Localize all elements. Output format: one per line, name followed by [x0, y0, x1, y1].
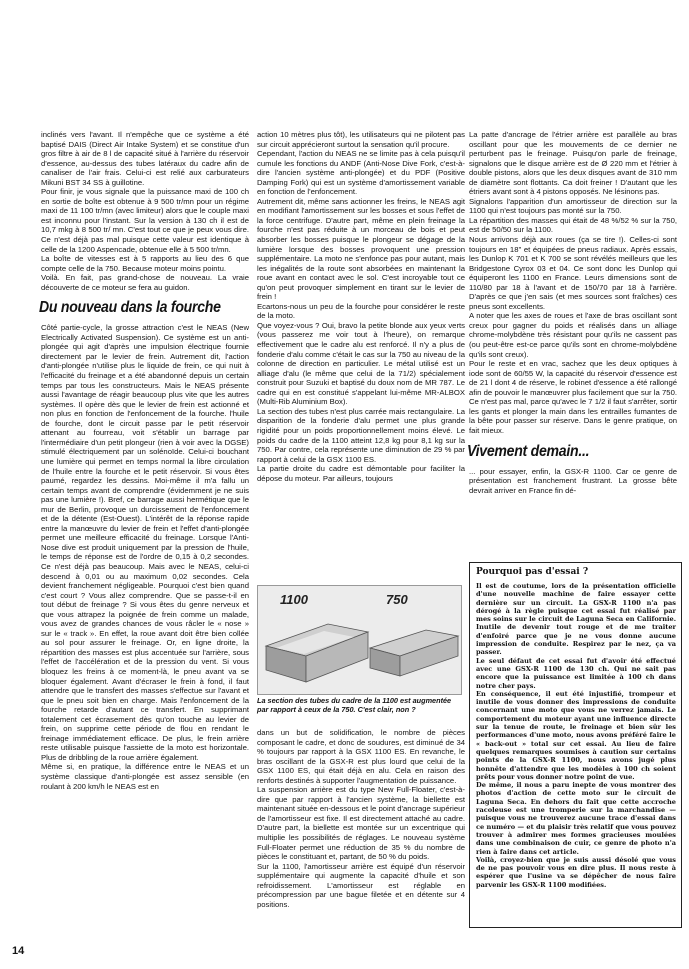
box-paragraph: En conséquence, il eut été injustifié, trompeur et inutile de vous donner des impressions de conduite concernant une moto que vous ne verrez jamais. Le comportement du moteur ayant une influence directe sur la tenue de route, le freinage et bien sûr les performances d'une moto, nous avons préféré faire le « back-out » total sur cet essai. Au lieu de faire quelques remarques soumises à caution sur certains points de la GSX-R 1100, nous avons jugé plus honnête d'attendre que les modèles à 100 ch soient prêts pour vous donner notre point de vue. [476, 689, 676, 781]
paragraph: Cependant, l'action du NEAS ne se limite pas à cela puisqu'il cumule les fonctions du ANDF (Anti-Nose Dive Fork, c'est-à-dire l'ancien système anti-plongée) et du PDF (Positive Damping Fork) qui est un système d'amortissement variable en fonction de l'enfoncement. [257, 149, 465, 197]
photo-caption: La section des tubes du cadre de la 1100 est augmentée par rapport à ceux de la 750. C'est clair, non ? [257, 696, 452, 714]
paragraph: La suspension arrière est du type New Full-Floater, c'est-à-dire que par rapport à l'ancien système, la biellette est maintenant située en-dessous et le point d'ancrage supérieur de l'amortisseur est fixe. Il est directement attaché au cadre. D'autre part, la biellette est montée sur un excentrique qui multiplie les possibilités de réglages. Le nouveau système Full-Floater permet une réduction de 35 % du nombre de pièces le constituant et, partant, de 50 % du poids. [257, 785, 465, 862]
paragraph: Voilà. En fait, pas grand-chose de nouveau. La vraie découverte de ce moteur se fera au guidon. [41, 273, 249, 292]
paragraph: Que voyez-vous ? Oui, bravo la petite blonde aux yeux verts (vous passerez me voir tout à l'heure), on remarque effectivement que le cadre alu est renforcé. Il n'y a plus de fonderie d'alu comme c'était le cas sur la 750 au niveau de la colonne de direction en particulier. Le métal utilisé est un alliage d'alu (le même que celui de la 71/2) spécialement construit pour Suzuki et baptisé du doux nom de MR 787. Le cadre qui en est constitué s'appelant lui-même MR-ALBOX (Multi-Rib Aluminium Box). [257, 320, 465, 407]
box-paragraph: Le seul défaut de cet essai fut d'avoir été effectué avec une GSX-R 1100 de 130 ch. Qui ne sait pas encore que la puissance est limitée à 100 ch dans notre cher pays. [476, 656, 676, 690]
box-paragraph: Voilà, croyez-bien que je suis aussi désolé que vous de ne pas pouvoir vous en dire plus. Il nous reste à espérer que l'usine va se dépêcher de nous faire parvenir les GSX-R 1100 modifiées. [476, 855, 676, 889]
paragraph: Côté partie-cycle, la grosse attraction c'est le NEAS (New Electrically Activated Suspension). Ce système est un anti-plongée qui agit d'après une impulsion électrique fournie directement par le levier de frein. Autrement dit, l'action d'anti-plongée n'utilise plus le liquide de frein, ce qui nuit à l'efficacité du freinage et a été abandonné depuis un certain temps par tous les constructeurs. Mais le NEAS présente aussi l'avantage de réagir beaucoup plus vite que les autres systèmes. Il opère dès que le levier de frein est actionné et non plus en fonction de l'enfoncement de la fourche. l'huile de fourche, dont le circuit passe par le petit réservoir attenant au fourreau, voit s'établir un barrage par l'intermédiaire d'un petit plongeur (rien à voir avec la DGSE) stimulé électriquement par un solénoïde. Celui-ci bouchant une lumière qui permet en temps normal la libre circulation de l'huile entre la fourche et le petit réservoir. Si vous êtes paumé, regardez les dessins. Moi-même il m'a fallu un certain temps avant de comprendre (évidemment je ne suis pas une lumière !). Bref, ce barrage aussi hermétique que le mur de Berlin, provoque un durcissement de l'enfoncement et de la détente (Est-Ouest). L'intérêt de la réponse rapide entre la manœuvre du levier de frein et l'effet d'anti-plongée permet une meilleure efficacité du freinage. Lorsque l'Anti-Nose dive est produit uniquement par la pression de l'huile, le temps de réponse est de l'ordre de 0,15 à 0,2 secondes. Ce n'est déjà pas beaucoup. Mais avec le NEAS, celui-ci descend à 0,01 ou au maximum 0,02 secondes. Cela devient franchement négligeable. Pourquoi c'est bien quand c'est court ? Vous allez comprendre. Que se passe-t-il en tout début de freinage ? Si vous êtes du genre nerveux et que vous attrapez la poignée de frein comme un malade, vous avez de grandes chances de vous râcler le « nose » sur le « track ». En effet, la roue avant doit être bien collée au sol pour assurer le freinage. Or, en ligne droite, la répartition des masses est plus accentuée sur l'arrière, sous l'effet de l'accélération et de la pression du vent. Si vous bloquez les freins à ce moment-là, le pneu avant va se bloquer également. Avant d'écraser le frein à fond, il faut attendre que le transfert des masses s'effectue sur l'avant et que le pneu soit bien en charge. Mais l'enfoncement de la fourche retarde d'autant ce transfert. En supprimant totalement cet écrasement dès qu'on touche au levier de frein, on supprime cette période de flou en rendant le freinage immédiatement efficace. De plus, le frein arrière reste utilisable puisque l'assiette de la moto est horizontale. Plus de dribbling de la roue arrière également. [41, 323, 249, 762]
paragraph: La répartition des masses qui était de 48 %/52 % sur la 750, est de 50/50 sur la 1100. [469, 215, 677, 235]
page-number: 14 [12, 945, 25, 957]
paragraph: La partie droite du cadre est démontable pour faciliter la dépose du moteur. Par ailleurs, toujours [257, 464, 465, 483]
paragraph: La section des tubes n'est plus carrée mais rectangulaire. La disparition de la fonderie d'alu permet une plus grande rigidité pour un poids proportionnellement moins élevé. Le poids du cadre de la 1100 atteint 12,8 kg pour 8,1 kg sur la 750. Par contre, cela représente une diminution de 29 % par rapport à celui de la GSX 1100 ES. [257, 406, 465, 464]
box-paragraph: De même, il nous a paru inepte de vous montrer des photos d'action de cette moto sur le circuit de Laguna Seca. En dehors du fait que cette accroche racoleuse est une tromperie sur la marchandise — puisque vous ne trouverez aucune trace d'essai dans ce numéro — et du plaisir très relatif que vous pouvez trouver à admirer mes formes gracieuses moulées dans une combinaison de cuir, ce genre de photo n'a rien à faire dans cet article. [476, 781, 676, 856]
frame-tubes-illustration [258, 586, 462, 695]
section-heading-vivement: Vivement demain... [467, 442, 590, 460]
paragraph: Pour finir, je vous signale que la puissance maxi de 100 ch en sortie de boîte est obtenue à 9 500 tr/mn pour un régime maxi de 11 100 tr/mn (avec limiteur) alors que le couple maxi est inconnu pour l'instant. Sur la version à 130 ch il est de 10,7 mkg à 8 500 tr/ mn. C'est tout ce que je peux vous dire. Ce n'est déjà pas mal puisque cette valeur est identique à celle de la 1200 Aspencade, obtenue elle à 5 500 tr/mn. [41, 187, 249, 254]
column-2-continued [257, 728, 465, 909]
paragraph: Même si, en pratique, la différence entre le NEAS et un système classique d'anti-plongée est assez sensible (en roulant à 200 km/h le NEAS est en [41, 762, 249, 791]
column-2 [257, 130, 465, 483]
box-paragraph: Il est de coutume, lors de la présentation officielle d'une nouvelle machine de faire essayer cette dernière sur un circuit. La GSX-R 1100 n'a pas dérogé à la règle puisque cet essai fut réalisé par mes soins sur le circuit de Laguna Seca en Californie. Inutile de devenir tout rouge et de me traiter d'enfoiré parce que je ne vous donne aucune impression de conduite. Respirez par le nez, ça va passer. [476, 582, 676, 657]
sidebar-box-pourquoi-pas-essai [469, 562, 682, 928]
paragraph: Sur la 1100, l'amortisseur arrière est équipé d'un réservoir supplémentaire qui augmente la capacité d'huile et son refroidissement. L'amortisseur est réglable en précompression par une bague filetée et en détente sur 4 positions. [257, 861, 465, 909]
paragraph: action 10 mètres plus tôt), les utilisateurs qui ne pilotent pas sur circuit apprécieront surtout la sensation qu'il procure. [257, 130, 465, 149]
paragraph: inclinés vers l'avant. Il n'empêche que ce système a été baptisé DAIS (Direct Air Intake System) et se constitue d'un gros filtre à air de 8 l de capacité situé à l'arrière du réservoir d'essence, au-dessus des tubes latéraux du cadre afin de canaliser de l'air frais. Celui-ci est relié aux carburateurs Mikuni BST 34 SS à guillotine. [41, 130, 249, 187]
photo-label-750: 750 [386, 592, 408, 607]
paragraph: Nous arrivons déjà aux roues (ça se tire !). Celles-ci sont toujours en 18'' et équipées de pneus radiaux. Après essais, les Dunlop K 701 et K 700 se sont révélés meilleurs que les Bridgestone Cyrox 03 et 04. Ce sont donc les Dunlop qui équiperont les 1100 en France. Leurs dimensions sont de 110/80 par 18 à l'avant et de 150/70 par 18 à l'arrière. D'après ce que j'en sais (et mes sources sont fraîches) ces pneus sont excellents. [469, 235, 677, 311]
paragraph: ... pour essayer, enfin, la GSX-R 1100. Car ce genre de présentation est franchement frustrant. La grosse bête devrait arriver en France fin dé- [469, 466, 677, 495]
paragraph: dans un but de solidification, le nombre de pièces composant le cadre, et donc de soudures, est diminué de 34 % toujours par rapport à la GSX 1100 ES. En revanche, le bras oscillant de la GSX-R est plus lourd que celui de la GSX 1100 ES, qui était déjà en alu. Cela en raison des renforts destinés à supporter l'augmentation de puissance. [257, 728, 465, 785]
box-title: Pourquoi pas d'essai ? [476, 567, 589, 577]
paragraph: A noter que les axes de roues et l'axe de bras oscillant sont creux pour gagner du poids et réalisés dans un alliage chrome-molybdène très résistant pour qu'ils ne cassent pas (ou peut-être est-ce parce qu'ils sont en chrome-molybdène qu'ils sont creux). [469, 311, 677, 359]
paragraph: La boîte de vitesses est à 5 rapports au lieu des 6 que compte celle de la 750. Because moteur moins pointu. [41, 254, 249, 273]
paragraph: Autrement dit, même sans actionner les freins, le NEAS agit en modifiant l'amortissement sur les bosses et sous l'effet de la force centrifuge. D'autre part, même en plein freinage la fourche n'est pas réduite à un morceau de bois et peut absorber les bosses puisque le plongeur se dégage de la lumière lorsque des bosses provoquent une pression supplémentaire. La moto ne s'enfonce pas pour autant, mais les inégalités de la route sont absorbées en maintenant la roue avant en contact avec le sol. C'est incroyable tout ce qu'on peut provoquer simplement en tirant sur le levier de frein ! [257, 196, 465, 302]
frame-section-photo [257, 585, 462, 695]
paragraph: Signalons l'apparition d'un amortisseur de direction sur la 1100 qui n'est toujours pas monté sur la 750. [469, 196, 677, 216]
column-1 [41, 130, 249, 791]
photo-label-1100: 1100 [280, 592, 308, 607]
paragraph: Pour le reste et en vrac, sachez que les deux optiques à iode sont de 60/55 W, la capacité du réservoir d'essence est de 21 l dont 4 de réserve, le robinet d'essence a été rallongé afin de pouvoir le manœuvrer plus facilement que sur la 750. Ce n'est pas mal, parce qu'avec le 7 1/2 il faut s'arrêter, sortir les gants et plonger la main dans les entrailles fumantes de la bête pour passer sur réserve. Dans le genre pratique, on fait mieux. [469, 359, 677, 435]
paragraph: La patte d'ancrage de l'étrier arrière est parallèle au bras oscillant pour que les mouvements de ce dernier ne perturbent pas le freinage. Puisqu'on parle de freinage, signalons que le disque arrière est de Ø 220 mm et l'étrier à double pistons, alors que les deux disques avant de 310 mm de diamètre sont flottants. Ca doit freiner ! D'autant que les étriers avant sont à 4 pistons opposés. Ne lésinons pas. [469, 130, 677, 197]
column-3 [469, 130, 677, 495]
section-heading-fourche: Du nouveau dans la fourche [39, 299, 221, 317]
paragraph: Ecartons-nous un peu de la fourche pour considérer le reste de la moto. [257, 301, 465, 321]
